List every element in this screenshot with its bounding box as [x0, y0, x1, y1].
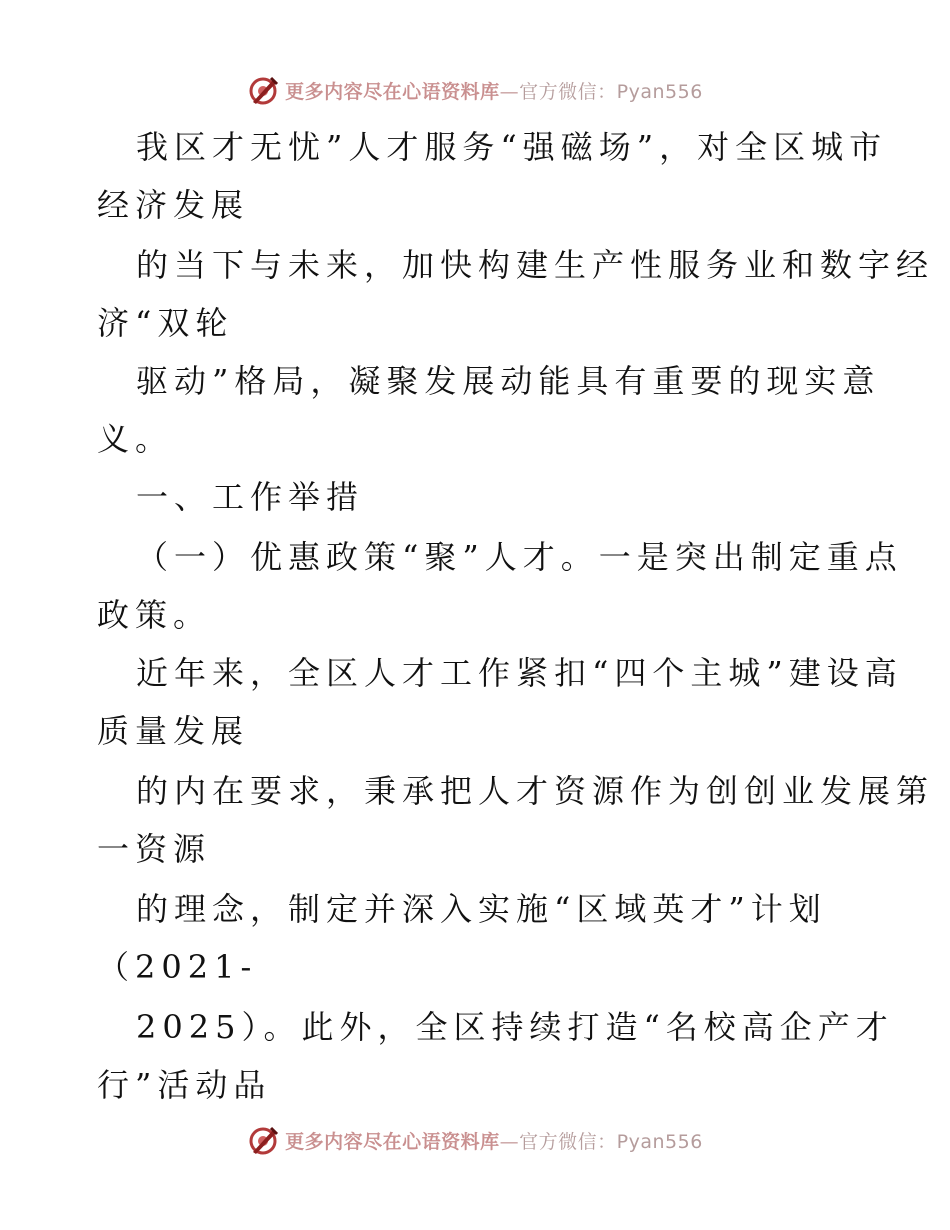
paragraph-line: 的内在要求，秉承把人才资源作为创创业发展第: [136, 772, 935, 810]
pen-circle-logo-icon: [247, 1124, 279, 1156]
watermark-text: [285, 77, 703, 104]
paragraph-line: （2021-: [97, 948, 258, 986]
paragraph-line: 驱动”格局，凝聚发展动能具有重要的现实意: [136, 362, 881, 400]
watermark-text: [285, 1127, 703, 1154]
paragraph-line: 政策。: [97, 596, 212, 634]
watermark-wechat: 官方微信：Pyan556: [519, 1130, 703, 1153]
header-watermark: [0, 70, 950, 110]
paragraph-line: 经济发展: [97, 186, 250, 224]
watermark-separator: —: [499, 1130, 520, 1153]
watermark-brand: 更多内容尽在心语资料库: [285, 80, 500, 103]
paragraph-line: 行”活动品: [97, 1066, 272, 1104]
paragraph-line: 济“双轮: [97, 304, 234, 342]
section-heading: 一、工作举措: [136, 478, 365, 516]
watermark-separator: —: [499, 80, 520, 103]
watermark-wechat: 官方微信：Pyan556: [519, 80, 703, 103]
watermark-brand: 更多内容尽在心语资料库: [285, 1130, 500, 1153]
paragraph-line: 我区才无忧”人才服务“强磁场”，对全区城市: [136, 128, 888, 166]
pen-circle-logo-icon: [247, 74, 279, 106]
paragraph-line: 一资源: [97, 830, 212, 868]
subsection-heading: （一）优惠政策“聚”人才。一是突出制定重点: [136, 538, 903, 576]
paragraph-line: 质量发展: [97, 712, 250, 750]
paragraph-line: 2025）。此外，全区持续打造“名校高企产才: [136, 1008, 894, 1046]
paragraph-line: 义。: [97, 420, 174, 458]
paragraph-line: 近年来，全区人才工作紧扣“四个主城”建设高: [136, 654, 903, 692]
footer-watermark: [0, 1120, 950, 1160]
paragraph-line: 的当下与未来，加快构建生产性服务业和数字经: [136, 246, 935, 284]
paragraph-line: 的理念，制定并深入实施“区域英才”计划: [136, 890, 827, 928]
